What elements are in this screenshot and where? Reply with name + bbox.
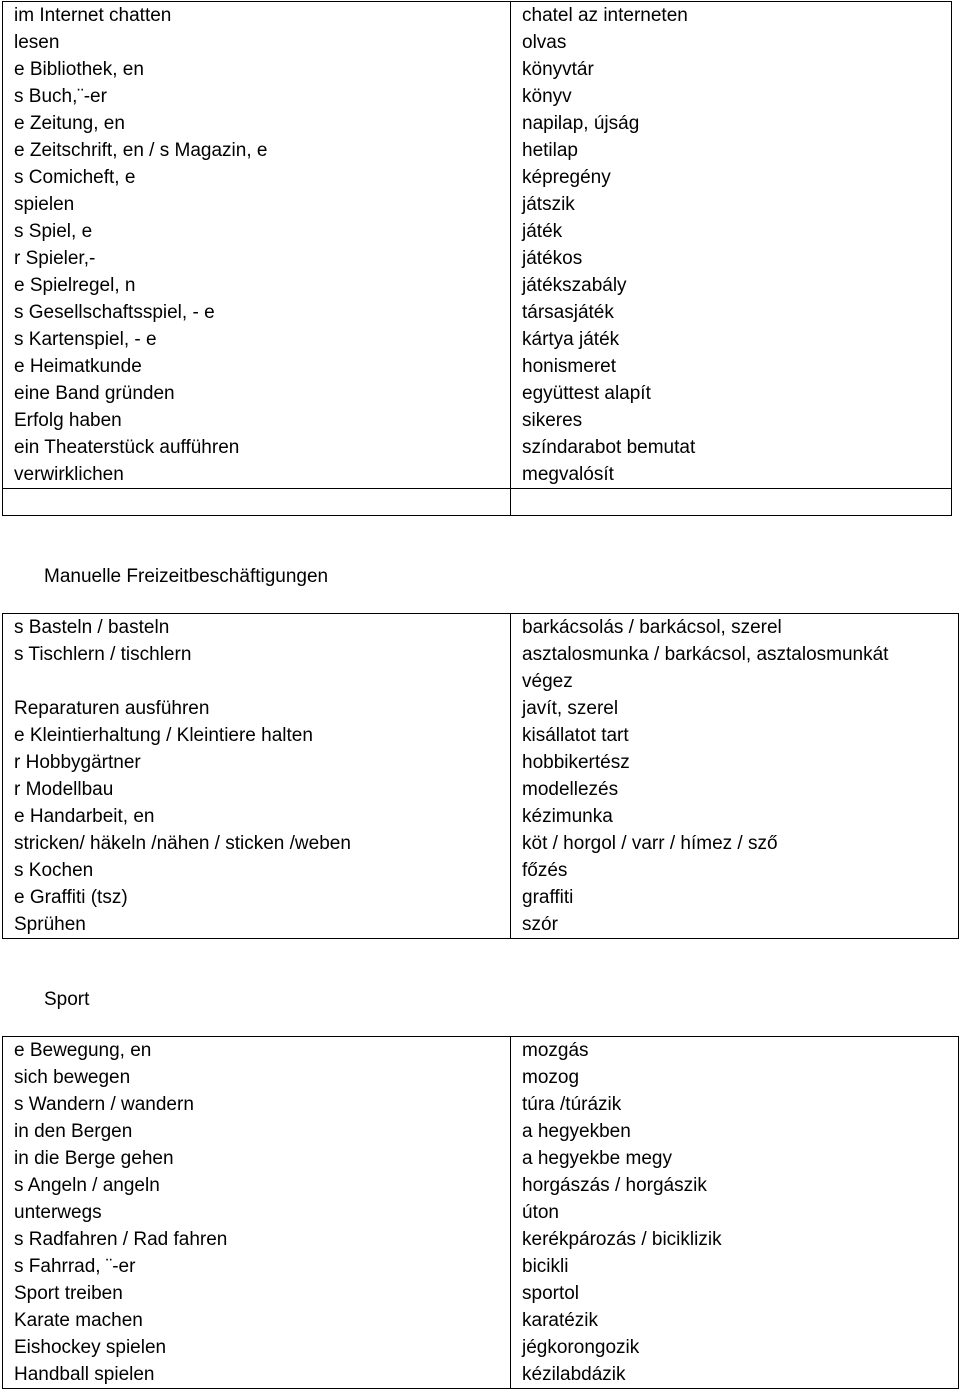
vocab-entry: s Wandern / wandern xyxy=(14,1094,194,1115)
vocab-entry: napilap, újság xyxy=(522,113,640,134)
vocab-entry: spielen xyxy=(14,194,75,215)
vocab-entry: in den Bergen xyxy=(14,1121,133,1142)
vocab-entry: s Tischlern / tischlern xyxy=(14,644,192,665)
vocab-entry: végez xyxy=(522,671,573,692)
vocab-entry: javít, szerel xyxy=(522,698,619,719)
vocab-entry: kézilabdázik xyxy=(522,1364,626,1385)
german-column xyxy=(3,2,511,489)
vocab-entry: együttest alapít xyxy=(522,383,651,404)
vocab-entry: jégkorongozik xyxy=(522,1337,640,1358)
vocab-table-1 xyxy=(2,1,952,516)
vocab-entry: karatézik xyxy=(522,1310,599,1331)
vocab-entry: barkácsolás / barkácsol, szerel xyxy=(522,617,782,638)
vocab-entry: köt / horgol / varr / hímez / sző xyxy=(522,833,778,854)
vocab-entry: s Fahrrad, ¨-er xyxy=(14,1256,136,1277)
vocab-entry: szór xyxy=(522,914,558,935)
vocab-entry: Karate machen xyxy=(14,1310,143,1331)
vocab-entry: játékos xyxy=(522,248,583,269)
vocab-entry: im Internet chatten xyxy=(14,5,172,26)
vocab-entry: sikeres xyxy=(522,410,583,431)
vocab-entry: s Gesellschaftsspiel, - e xyxy=(14,302,215,323)
vocab-entry: e Bibliothek, en xyxy=(14,59,144,80)
vocab-entry: e Handarbeit, en xyxy=(14,806,155,827)
vocab-entry: a hegyekben xyxy=(522,1121,631,1142)
vocab-entry: sportol xyxy=(522,1283,580,1304)
vocab-entry: Sprühen xyxy=(14,914,86,935)
vocab-entry: mozgás xyxy=(522,1040,589,1061)
vocab-entry: asztalosmunka / barkácsol, asztalosmunkát xyxy=(522,644,889,665)
table-row-empty xyxy=(3,489,952,516)
vocab-entry: e Bewegung, en xyxy=(14,1040,152,1061)
vocab-entry: lesen xyxy=(14,32,60,53)
vocab-entry: úton xyxy=(522,1202,559,1223)
german-column xyxy=(3,1037,511,1389)
vocab-entry: s Spiel, e xyxy=(14,221,93,242)
vocab-entry: könyvtár xyxy=(522,59,594,80)
vocab-entry: modellezés xyxy=(522,779,619,800)
vocab-entry: bicikli xyxy=(522,1256,569,1277)
section-heading-sport: Sport xyxy=(44,989,90,1010)
table-row xyxy=(3,614,959,939)
vocab-entry: megvalósít xyxy=(522,464,614,485)
vocab-entry: unterwegs xyxy=(14,1202,102,1223)
vocab-entry: mozog xyxy=(522,1067,580,1088)
vocab-table-2 xyxy=(2,613,959,939)
vocab-entry: s Comicheft, e xyxy=(14,167,136,188)
table-row xyxy=(3,1037,959,1389)
vocab-entry: Reparaturen ausführen xyxy=(14,698,210,719)
empty-cell xyxy=(3,489,511,516)
vocab-entry: s Kochen xyxy=(14,860,94,881)
section-heading-manual: Manuelle Freizeitbeschäftigungen xyxy=(44,566,329,587)
german-column xyxy=(3,614,511,939)
hungarian-column xyxy=(511,1037,959,1389)
vocab-entry: r Spieler,- xyxy=(14,248,96,269)
vocab-entry xyxy=(14,668,510,695)
vocab-entry: e Zeitung, en xyxy=(14,113,125,134)
vocab-entry: kézimunka xyxy=(522,806,613,827)
vocab-entry: túra /túrázik xyxy=(522,1094,622,1115)
table-row xyxy=(3,2,952,489)
vocab-entry: kisállatot tart xyxy=(522,725,629,746)
vocab-entry: színdarabot bemutat xyxy=(522,437,696,458)
vocab-table-3 xyxy=(2,1036,959,1389)
vocab-entry: játszik xyxy=(522,194,575,215)
vocab-entry: s Angeln / angeln xyxy=(14,1175,160,1196)
vocab-entry: s Kartenspiel, - e xyxy=(14,329,157,350)
vocab-entry: e Kleintierhaltung / Kleintiere halten xyxy=(14,725,313,746)
vocab-entry: főzés xyxy=(522,860,568,881)
hungarian-column xyxy=(511,614,959,939)
vocab-entry: s Buch,¨-er xyxy=(14,86,107,107)
vocab-entry: játék xyxy=(522,221,563,242)
vocab-entry: játékszabály xyxy=(522,275,627,296)
vocab-entry: eine Band gründen xyxy=(14,383,175,404)
vocab-entry: olvas xyxy=(522,32,567,53)
vocab-entry: chatel az interneten xyxy=(522,5,688,26)
vocab-entry: Eishockey spielen xyxy=(14,1337,167,1358)
vocab-entry: graffiti xyxy=(522,887,574,908)
vocab-entry: könyv xyxy=(522,86,572,107)
vocab-entry: kerékpározás / biciklizik xyxy=(522,1229,722,1250)
vocab-entry: kártya játék xyxy=(522,329,620,350)
vocab-entry: Sport treiben xyxy=(14,1283,123,1304)
vocab-entry: r Hobbygärtner xyxy=(14,752,141,773)
vocab-entry: verwirklichen xyxy=(14,464,124,485)
vocab-entry: s Basteln / basteln xyxy=(14,617,170,638)
vocab-entry: horgászás / horgászik xyxy=(522,1175,707,1196)
vocab-entry: hobbikertész xyxy=(522,752,630,773)
vocab-entry: képregény xyxy=(522,167,611,188)
vocab-entry: a hegyekbe megy xyxy=(522,1148,672,1169)
vocab-entry: e Heimatkunde xyxy=(14,356,142,377)
vocab-entry: e Zeitschrift, en / s Magazin, e xyxy=(14,140,268,161)
vocab-entry: stricken/ häkeln /nähen / sticken /weben xyxy=(14,833,351,854)
vocab-entry: e Spielregel, n xyxy=(14,275,136,296)
vocab-entry: sich bewegen xyxy=(14,1067,131,1088)
empty-cell xyxy=(511,489,952,516)
hungarian-column xyxy=(511,2,952,489)
vocab-entry: Erfolg haben xyxy=(14,410,122,431)
vocab-entry: in die Berge gehen xyxy=(14,1148,174,1169)
vocab-entry: s Radfahren / Rad fahren xyxy=(14,1229,228,1250)
vocab-entry: ein Theaterstück aufführen xyxy=(14,437,240,458)
vocab-entry: hetilap xyxy=(522,140,578,161)
vocab-entry: társasjáték xyxy=(522,302,614,323)
vocab-entry: honismeret xyxy=(522,356,616,377)
vocab-entry: r Modellbau xyxy=(14,779,114,800)
vocab-entry: Handball spielen xyxy=(14,1364,155,1385)
vocab-entry: e Graffiti (tsz) xyxy=(14,887,128,908)
